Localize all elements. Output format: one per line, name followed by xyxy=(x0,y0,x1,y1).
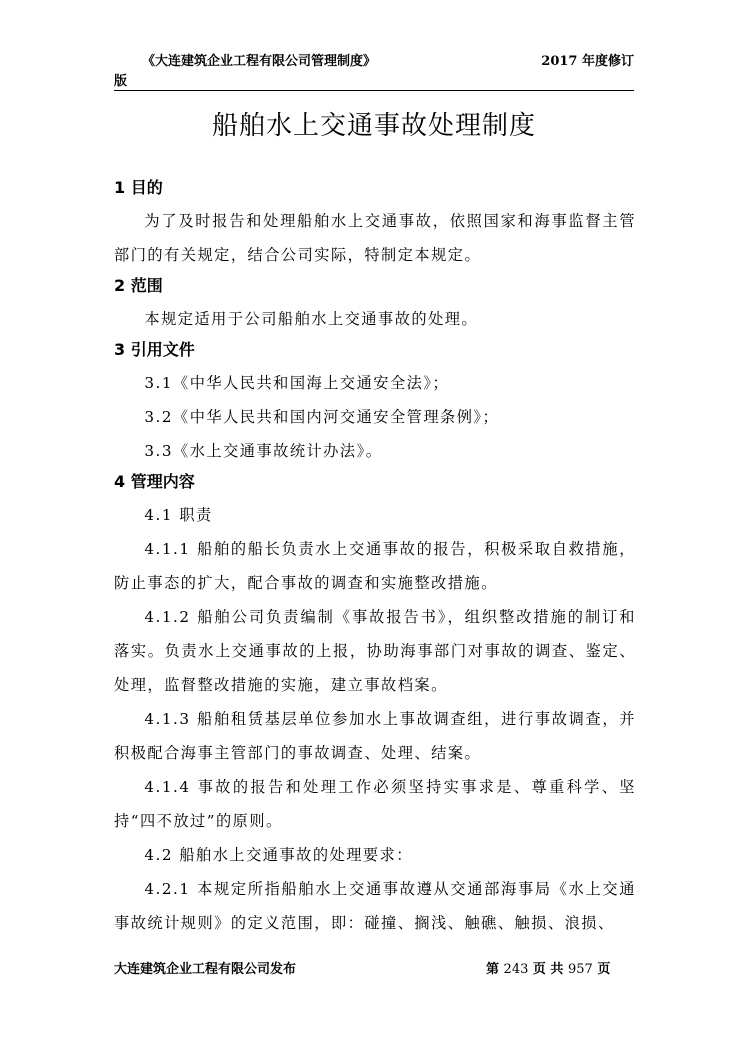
body-paragraph: 4.1.4 事故的报告和处理工作必须坚持实事求是、尊重科学、坚持“四不放过”的原则。 xyxy=(114,778,636,830)
page-number xyxy=(486,960,610,980)
section-heading: 4 管理内容 xyxy=(114,472,195,491)
body-paragraph: 本规定适用于公司船舶水上交通事故的处理。 xyxy=(144,310,479,328)
document-body xyxy=(114,176,636,940)
section-heading: 3 引用文件 xyxy=(114,340,195,359)
page-prefix: 第 xyxy=(486,962,500,977)
body-paragraph: 3.3《水上交通事故统计办法》。 xyxy=(144,442,383,460)
body-paragraph: 4.1.1 船舶的船长负责水上交通事故的报告，积极采取自救措施，防止事态的扩大，配合事故的调查和实施整改措施。 xyxy=(114,540,636,592)
body-paragraph: 4.2.1 本规定所指船舶水上交通事故遵从交通部海事局《水上交通事故统计规则》的定义范围，即：碰撞、搁浅、触礁、触损、浪损、 xyxy=(114,880,636,932)
page-suffix: 页 xyxy=(597,962,611,977)
section-heading: 1 目的 xyxy=(114,178,163,197)
document-title: 船舶水上交通事故处理制度 xyxy=(211,111,536,141)
page-current: 243 xyxy=(503,962,529,977)
body-paragraph: 3.2《中华人民共和国内河交通安全管理条例》； xyxy=(144,408,500,426)
header-revision-wrap: 版 xyxy=(114,74,128,89)
body-paragraph: 4.1.3 船舶租赁基层单位参加水上事故调查组，进行事故调查，并积极配合海事主管部门的事故调查、处理、结案。 xyxy=(114,710,636,762)
body-paragraph: 3.1《中华人民共和国海上交通安全法》； xyxy=(144,374,450,392)
header-revision: 2017 年度修订 xyxy=(541,54,634,69)
page-middle: 页 共 xyxy=(532,962,564,977)
body-paragraph: 4.1.2 船舶公司负责编制《事故报告书》，组织整改措施的制订和落实。负责水上交通事故的上报，协助海事部门对事故的调查、鉴定、处理，监督整改措施的实施，建立事故档案。 xyxy=(114,608,636,694)
body-paragraph: 为了及时报告和处理船舶水上交通事故，依照国家和海事监督主管部门的有关规定，结合公司实际，特制定本规定。 xyxy=(114,212,636,264)
header-title: 《大连建筑企业工程有限公司管理制度》 xyxy=(142,54,377,69)
section-heading: 2 范围 xyxy=(114,276,163,295)
header-rule xyxy=(114,90,634,91)
page-total: 957 xyxy=(567,962,593,977)
body-paragraph: 4.1 职责 xyxy=(144,506,213,524)
footer-publisher: 大连建筑企业工程有限公司发布 xyxy=(114,962,297,977)
body-paragraph: 4.2 船舶水上交通事故的处理要求： xyxy=(144,846,413,864)
